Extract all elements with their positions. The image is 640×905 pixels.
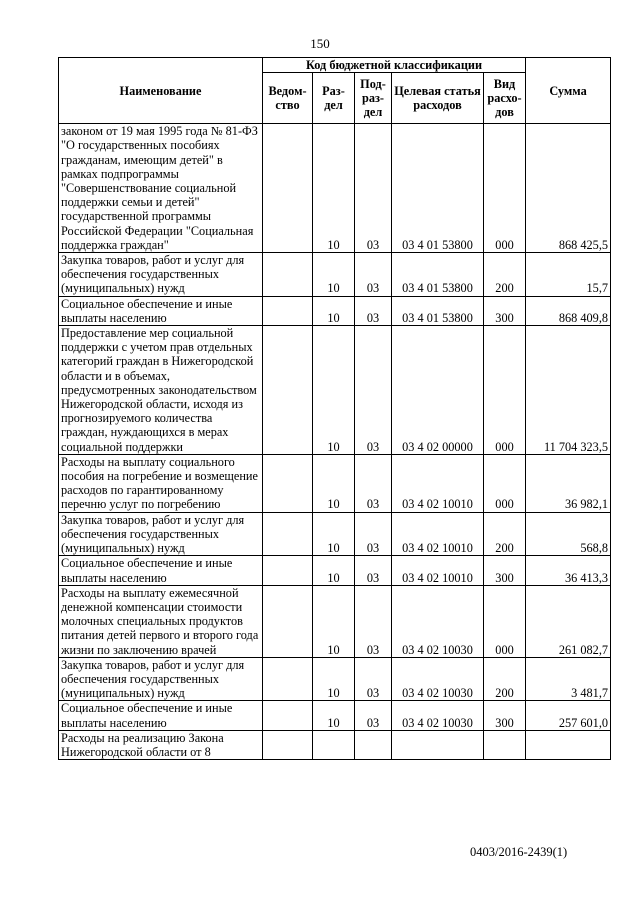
row-target-article (392, 730, 484, 759)
row-sum: 868 425,5 (526, 124, 611, 253)
row-podrazdel: 03 (355, 296, 392, 325)
row-podrazdel: 03 (355, 454, 392, 512)
row-vedomstvo (263, 585, 313, 657)
table-row (59, 556, 611, 585)
header-razdel: Раз-дел (313, 73, 355, 124)
row-vedomstvo (263, 657, 313, 701)
row-podrazdel (355, 730, 392, 759)
row-sum: 3 481,7 (526, 657, 611, 701)
row-target-article: 03 4 02 00000 (392, 326, 484, 455)
row-sum: 36 982,1 (526, 454, 611, 512)
row-name: Расходы на выплату социального пособия на погребение и возмещение расходов по гарантированному перечню услуг по погребению (59, 454, 263, 512)
row-name: Социальное обеспечение и иные выплаты населению (59, 556, 263, 585)
row-name: Расходы на выплату ежемесячной денежной компенсации стоимости молочных специальных продуктов питания детей первого и второго года жизни по заключению врачей (59, 585, 263, 657)
row-name: Социальное обеспечение и иные выплаты населению (59, 296, 263, 325)
row-sum: 36 413,3 (526, 556, 611, 585)
row-vedomstvo (263, 124, 313, 253)
header-expense-type: Вид расхо-дов (484, 73, 526, 124)
row-target-article: 03 4 01 53800 (392, 124, 484, 253)
table-row (59, 585, 611, 657)
row-sum: 868 409,8 (526, 296, 611, 325)
table-row (59, 326, 611, 455)
header-target-article: Целевая статья расходов (392, 73, 484, 124)
row-vedomstvo (263, 296, 313, 325)
row-razdel: 10 (313, 253, 355, 297)
row-target-article: 03 4 01 53800 (392, 296, 484, 325)
row-razdel: 10 (313, 454, 355, 512)
row-sum: 261 082,7 (526, 585, 611, 657)
row-razdel: 10 (313, 556, 355, 585)
row-vedomstvo (263, 454, 313, 512)
row-razdel: 10 (313, 124, 355, 253)
row-name: Закупка товаров, работ и услуг для обеспечения государственных (муниципальных) нужд (59, 253, 263, 297)
row-sum (526, 730, 611, 759)
row-podrazdel: 03 (355, 326, 392, 455)
row-sum: 15,7 (526, 253, 611, 297)
header-sum: Сумма (526, 58, 611, 124)
row-podrazdel: 03 (355, 701, 392, 730)
table-row (59, 657, 611, 701)
row-podrazdel: 03 (355, 124, 392, 253)
row-vedomstvo (263, 253, 313, 297)
row-razdel: 10 (313, 585, 355, 657)
header-budget-code-group: Код бюджетной классификации (263, 58, 526, 73)
row-podrazdel: 03 (355, 585, 392, 657)
row-razdel: 10 (313, 296, 355, 325)
row-expense-type: 000 (484, 124, 526, 253)
row-razdel (313, 730, 355, 759)
row-sum: 11 704 323,5 (526, 326, 611, 455)
page-number: 150 (310, 36, 330, 51)
row-sum: 568,8 (526, 512, 611, 556)
row-target-article: 03 4 02 10010 (392, 454, 484, 512)
row-podrazdel: 03 (355, 512, 392, 556)
row-target-article: 03 4 02 10030 (392, 701, 484, 730)
row-podrazdel: 03 (355, 253, 392, 297)
table-row (59, 730, 611, 759)
table-row (59, 296, 611, 325)
table-row (59, 701, 611, 730)
document-code: 0403/2016-2439(1) (470, 845, 568, 859)
table-row (59, 454, 611, 512)
row-expense-type: 000 (484, 326, 526, 455)
row-podrazdel: 03 (355, 556, 392, 585)
row-vedomstvo (263, 556, 313, 585)
row-name: Закупка товаров, работ и услуг для обеспечения государственных (муниципальных) нужд (59, 512, 263, 556)
row-target-article: 03 4 02 10030 (392, 585, 484, 657)
table-row (59, 253, 611, 297)
row-expense-type (484, 730, 526, 759)
row-vedomstvo (263, 512, 313, 556)
row-expense-type: 000 (484, 585, 526, 657)
row-name: Расходы на реализацию Закона Нижегородской области от 8 (59, 730, 263, 759)
row-expense-type: 200 (484, 512, 526, 556)
row-name: Предоставление мер социальной поддержки с учетом прав отдельных категорий граждан в Нижегородской области и в объемах, предусмотренных законодательством Нижегородской области, исходя из прогнозируемого количества граждан, нуждающихся в мерах социальной поддержки (59, 326, 263, 455)
row-vedomstvo (263, 701, 313, 730)
row-expense-type: 300 (484, 296, 526, 325)
row-vedomstvo (263, 730, 313, 759)
budget-table (58, 57, 611, 760)
row-target-article: 03 4 01 53800 (392, 253, 484, 297)
header-podrazdel: Под-раз-дел (355, 73, 392, 124)
row-name: Социальное обеспечение и иные выплаты населению (59, 701, 263, 730)
row-expense-type: 300 (484, 556, 526, 585)
row-razdel: 10 (313, 701, 355, 730)
row-name: законом от 19 мая 1995 года № 81-ФЗ "О государственных пособиях гражданам, имеющим детей" в рамках подпрограммы "Совершенствование социальной поддержки семьи и детей" государственной программы Российской Федерации "Социальная поддержка граждан" (59, 124, 263, 253)
row-razdel: 10 (313, 326, 355, 455)
table-row (59, 124, 611, 253)
row-target-article: 03 4 02 10010 (392, 512, 484, 556)
row-razdel: 10 (313, 657, 355, 701)
row-expense-type: 000 (484, 454, 526, 512)
row-target-article: 03 4 02 10010 (392, 556, 484, 585)
header-name: Наименование (59, 58, 263, 124)
row-target-article: 03 4 02 10030 (392, 657, 484, 701)
row-podrazdel: 03 (355, 657, 392, 701)
row-expense-type: 200 (484, 657, 526, 701)
row-vedomstvo (263, 326, 313, 455)
row-name: Закупка товаров, работ и услуг для обеспечения государственных (муниципальных) нужд (59, 657, 263, 701)
row-sum: 257 601,0 (526, 701, 611, 730)
row-razdel: 10 (313, 512, 355, 556)
row-expense-type: 200 (484, 253, 526, 297)
row-expense-type: 300 (484, 701, 526, 730)
header-vedomstvo: Ведом-ство (263, 73, 313, 124)
table-row (59, 512, 611, 556)
